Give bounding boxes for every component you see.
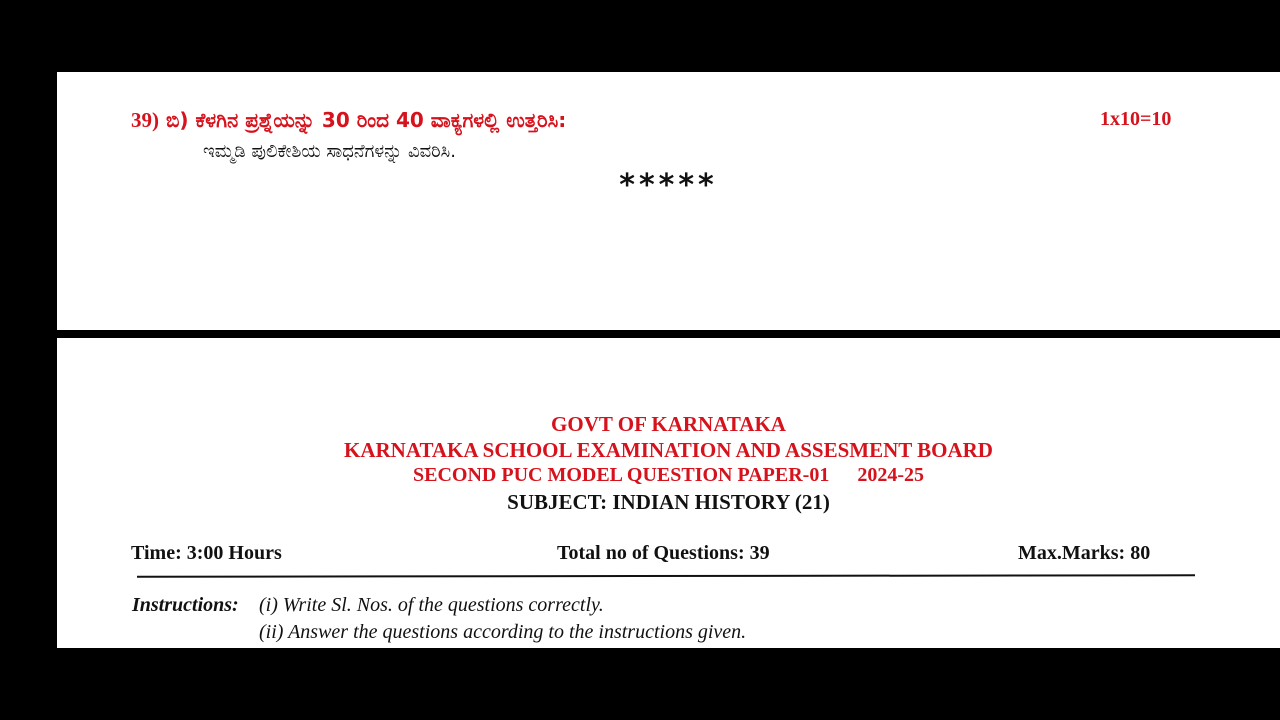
academic-year: 2024-25 <box>857 464 924 486</box>
instruction-item: (i) Write Sl. Nos. of the questions correctly. <box>259 594 604 616</box>
subject-title: SUBJECT: INDIAN HISTORY (21) <box>507 490 830 514</box>
exam-time: Time: 3:00 Hours <box>131 542 282 564</box>
header-paper-title <box>57 464 1280 487</box>
header-board: KARNATAKA SCHOOL EXAMINATION AND ASSESMENT BOARD <box>344 438 993 462</box>
total-questions: Total no of Questions: 39 <box>557 542 770 564</box>
paper-title: SECOND PUC MODEL QUESTION PAPER-01 <box>413 464 830 486</box>
question-text: ಇಮ್ಮಡಿ ಪುಲಿಕೇಶಿಯ ಸಾಧನೆಗಳನ್ನು ವಿವರಿಸಿ. <box>203 141 456 162</box>
end-of-paper-marker: ***** <box>619 168 718 203</box>
page-divider <box>57 330 1210 338</box>
question-marks: 1x10=10 <box>1100 108 1172 130</box>
question-instruction: ಬಿ) ಕೆಳಗಿನ ಪ್ರಶ್ನೆಯನ್ನು 30 ರಿಂದ 40 ವಾಕ್ಯಗಳಲ್ಲಿ ಉತ್ತರಿಸಿ: <box>165 108 567 132</box>
header-govt: GOVT OF KARNATAKA <box>551 412 786 436</box>
question-number: 39) <box>131 108 159 132</box>
instruction-item: (ii) Answer the questions according to the instructions given. <box>259 621 747 643</box>
instructions-label: Instructions: <box>132 594 239 616</box>
question-39-prompt <box>131 108 566 133</box>
max-marks: Max.Marks: 80 <box>1018 542 1151 564</box>
page-divider-edge <box>1210 330 1280 335</box>
